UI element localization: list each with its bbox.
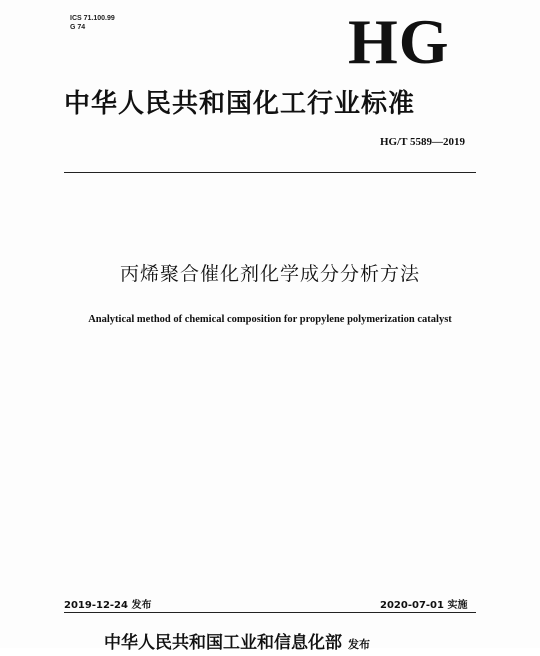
document-title-english: Analytical method of chemical composition for propylene polymerization catalyst <box>88 314 452 325</box>
document-title-chinese: 丙烯聚合催化剂化学成分分析方法 <box>119 263 420 285</box>
issuer-name: 中华人民共和国工业和信息化部 <box>104 633 342 653</box>
top-divider <box>64 172 476 173</box>
classification-codes <box>70 14 115 32</box>
issuer-suffix: 发布 <box>348 638 370 651</box>
hg-logo: HG <box>348 6 450 77</box>
bottom-divider <box>64 612 476 613</box>
ics-code: ICS 71.100.99 <box>70 15 115 22</box>
effective-date: 2020-07-01 实施 <box>380 600 468 611</box>
issuing-authority <box>104 632 370 656</box>
class-code: G 74 <box>70 24 86 31</box>
standard-number: HG/T 5589—2019 <box>380 136 466 148</box>
standard-category-title: 中华人民共和国化工行业标准 <box>64 89 416 119</box>
publish-date: 2019-12-24 发布 <box>64 600 152 611</box>
